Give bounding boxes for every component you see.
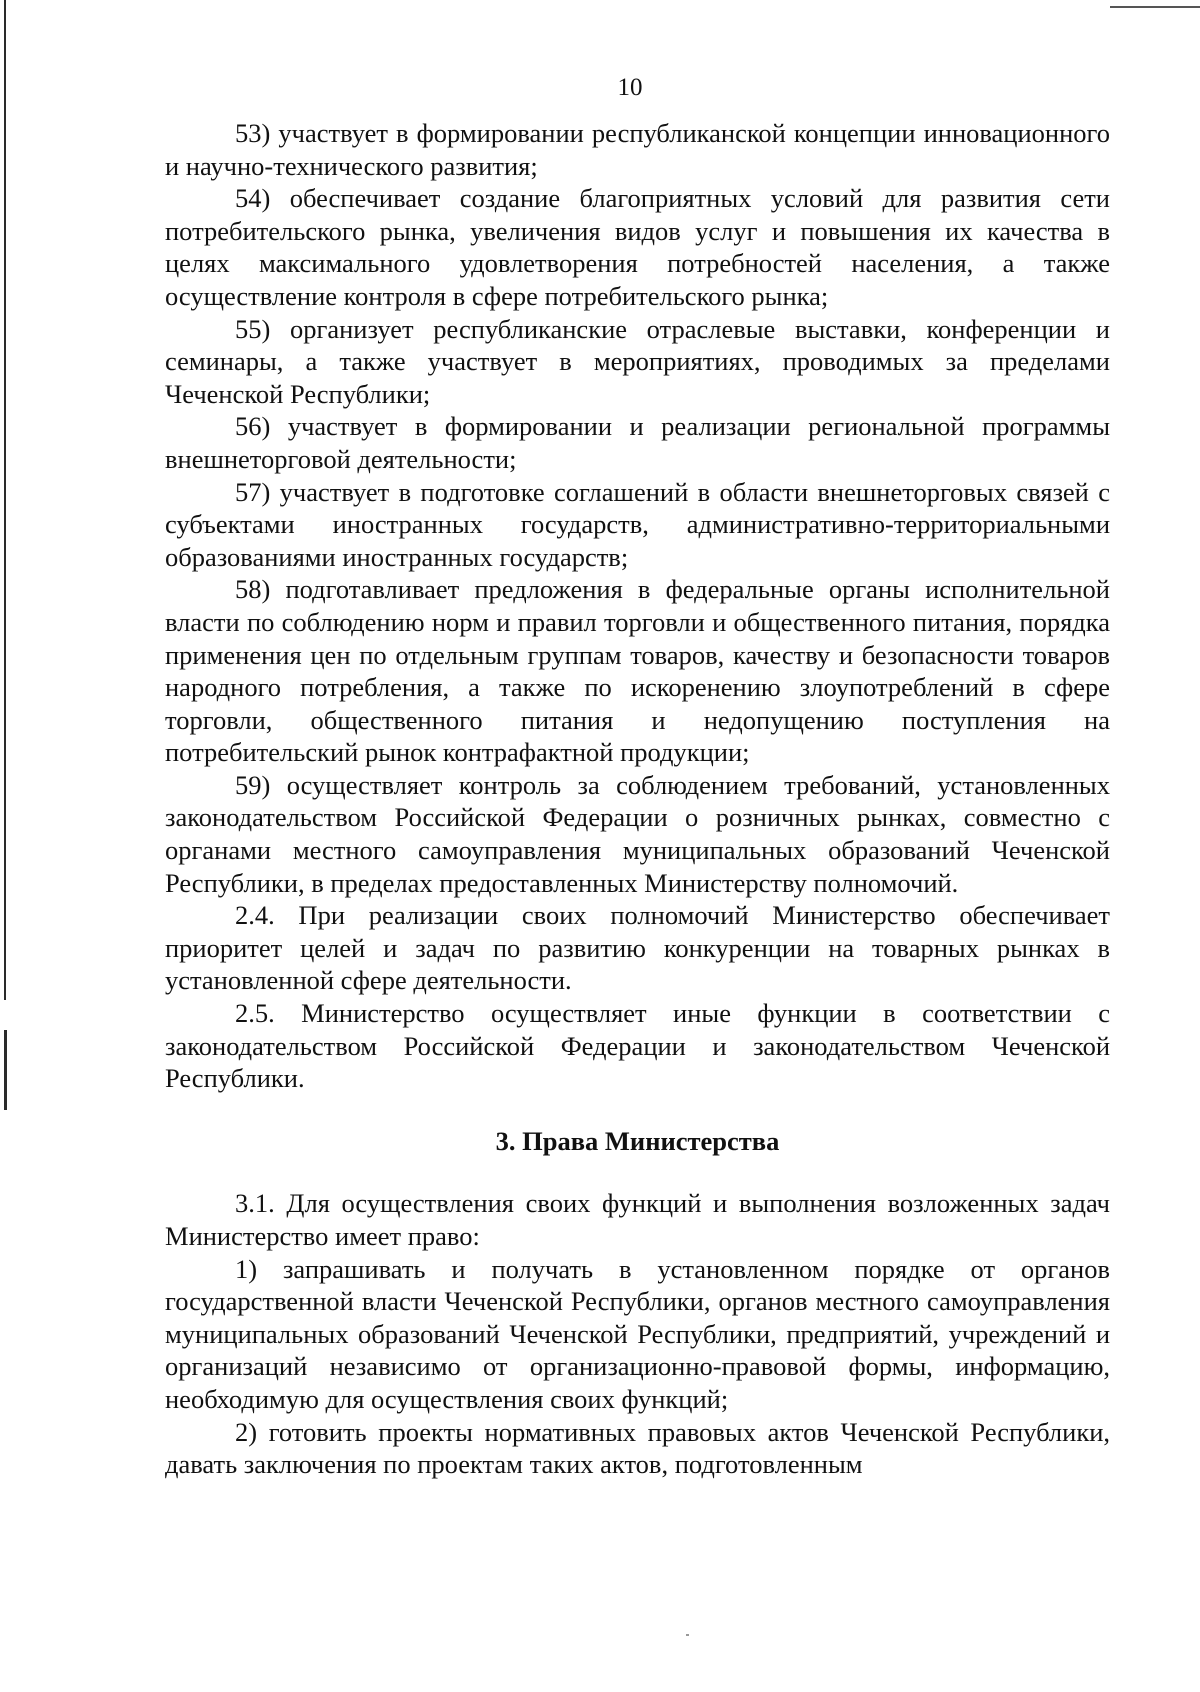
paragraph-57: 57) участвует в подготовке соглашений в области внешнеторговых связей с субъектами иностранных государств, административно-территориальными образованиями иностранных государств;	[165, 476, 1110, 572]
paragraph-59: 59) осуществляет контроль за соблюдением требований, установленных законодательством Российской Федерации о розничных рынках, совместно с органами местного самоуправления муниципальных образований Чеченской Республики, в пределах предоставленных Министерству полномочий.	[165, 769, 1110, 898]
paragraph-3-1-2: 2) готовить проекты нормативных правовых актов Чеченской Республики, давать заключения по проектам таких актов, подготовленным	[165, 1416, 1110, 1480]
paragraph-56: 56) участвует в формировании и реализации региональной программы внешнеторговой деятельности;	[165, 411, 1110, 474]
scan-edge-left-mark	[4, 1030, 7, 1110]
paragraph-58: 58) подготавливает предложения в федеральные органы исполнительной власти по соблюдению норм и правил торговли и общественного питания, порядка применения цен по отдельным группам товаров, качеству и безопасности товаров народного потребления, а также по искоренению злоупотреблений в сфере торговли, общественного питания и недопущению поступления на потребительский рынок контрафактной продукции;	[165, 574, 1110, 768]
paragraph-53: 53) участвует в формировании республиканской концепции инновационного и научно-технического развития;	[165, 118, 1110, 181]
page-number: 10	[617, 74, 643, 101]
paragraph-2-4: 2.4. При реализации своих полномочий Министерство обеспечивает приоритет целей и задач по развитию конкуренции на товарных рынках в установленной сфере деятельности.	[165, 900, 1110, 996]
document-body	[165, 117, 1110, 1481]
paragraph-2-5: 2.5. Министерство осуществляет иные функции в соответствии с законодательством Российской Федерации и законодательством Чеченской Республики.	[165, 998, 1110, 1094]
scan-edge-left	[4, 0, 6, 1000]
paragraph-3-1: 3.1. Для осуществления своих функций и выполнения возложенных задач Министерство имеет право:	[165, 1188, 1110, 1251]
paragraph-3-1-1: 1) запрашивать и получать в установленном порядке от органов государственной власти Чеченской Республики, органов местного самоуправления муниципальных образований Чеченской Республики, предприятий, учреждений и организаций независимо от организационно-правовой формы, информацию, необходимую для осуществления своих функций;	[165, 1253, 1110, 1414]
paragraph-55: 55) организует республиканские отраслевые выставки, конференции и семинары, а также участвует в мероприятиях, проводимых за пределами Чеченской Республики;	[165, 313, 1110, 409]
scan-edge-top	[1110, 6, 1200, 8]
scan-dot	[686, 1634, 689, 1636]
paragraph-54: 54) обеспечивает создание благоприятных условий для развития сети потребительского рынка, увеличения видов услуг и повышения их качества в целях максимального удовлетворения потребностей населения, а также осуществление контроля в сфере потребительского рынка;	[165, 183, 1110, 311]
section-heading: 3. Права Министерства	[495, 1125, 780, 1156]
